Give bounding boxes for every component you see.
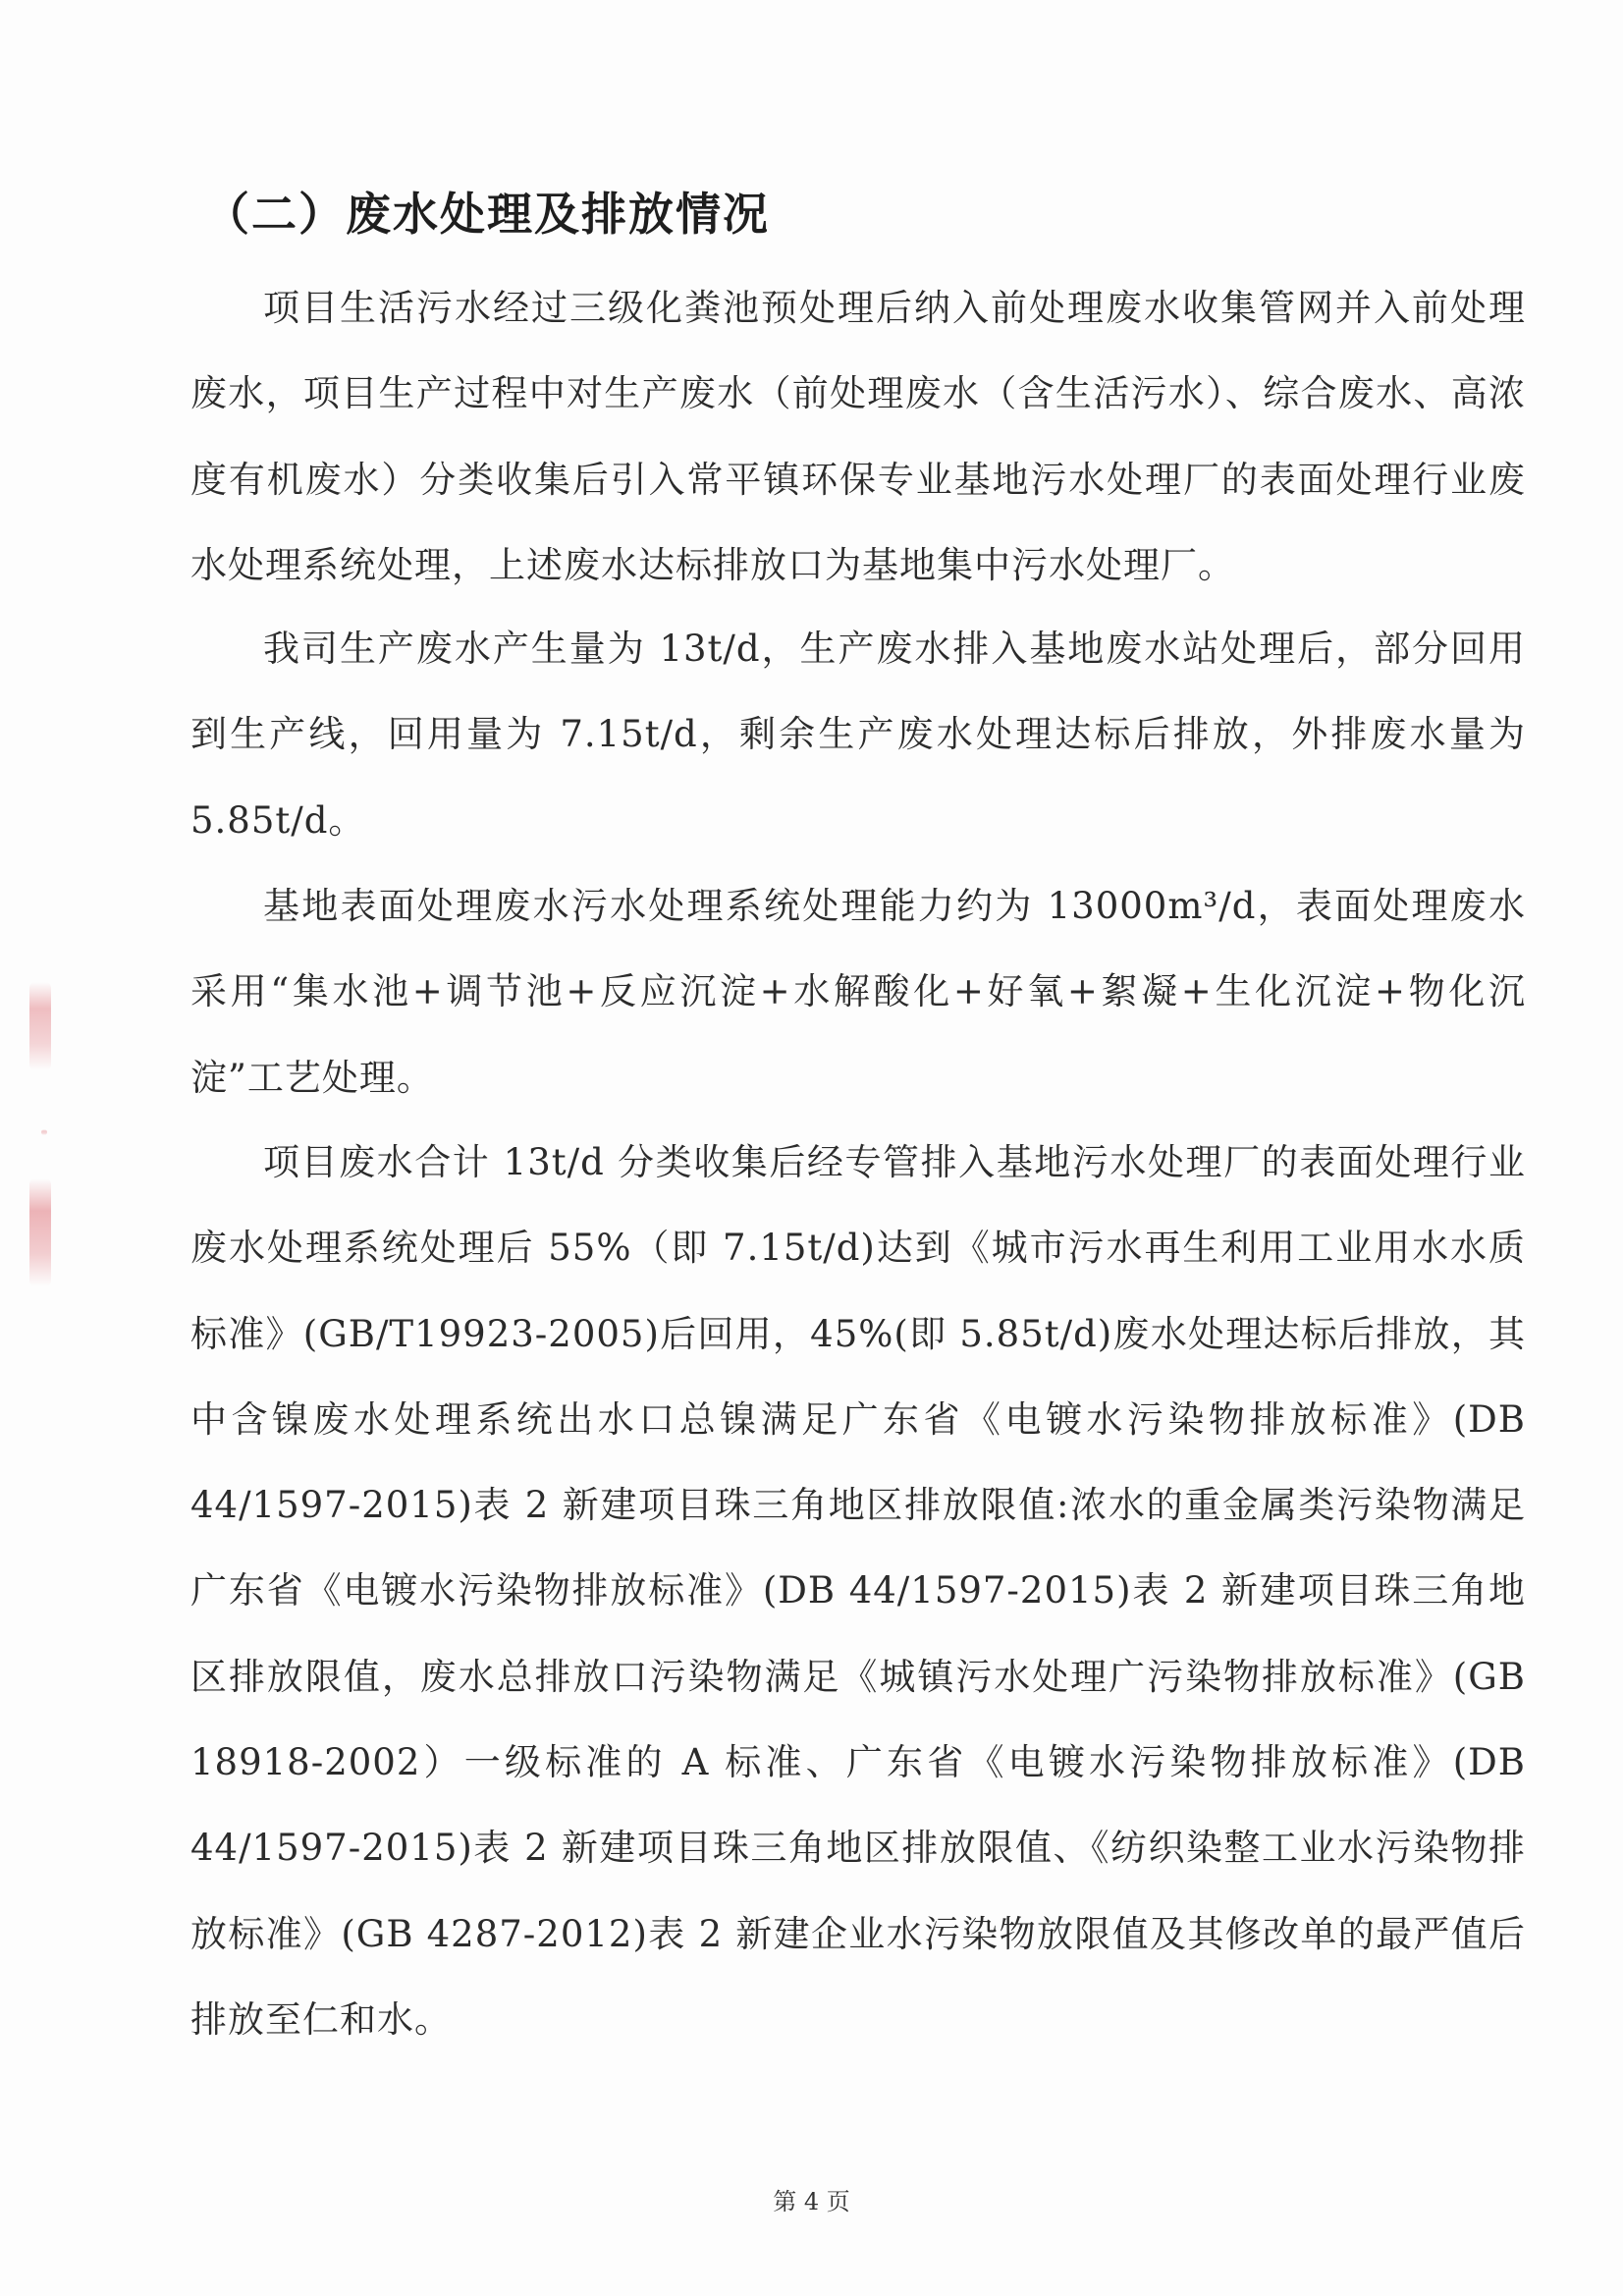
seal-stamp-fragment <box>29 1178 51 1286</box>
paragraph-wastewater-volume: 我司生产废水产生量为 13t/d，生产废水排入基地废水站处理后，部分回用到生产线，回用量为 7.15t/d，剩余生产废水处理达标后排放，外排废水量为 5.85t/d。 <box>190 628 1526 842</box>
seal-stamp-fragment <box>29 982 51 1070</box>
paragraph-treatment-process: 基地表面处理废水污水处理系统处理能力约为 13000m³/d，表面处理废水采用“集水池+调节池+反应沉淀+水解酸化+好氧+絮凝+生化沉淀+物化沉淀”工艺处理。 <box>190 885 1526 1099</box>
paragraph-discharge-standards: 项目废水合计 13t/d 分类收集后经专管排入基地污水处理厂的表面处理行业废水处理系统处理后 55%（即 7.15t/d)达到《城市污水再生利用工业用水水质标准》(GB/T19923-2005)后回用，45%(即 5.85t/d)废水处理达标后排放，其中含镍废水处理系统出水口总镍满足广东省《电镀水污染物排放标准》(DB 44/1597-2015)表 2 新建项目珠三角地区排放限值:浓水的重金属类污染物满足广东省《电镀水污染物排放标准》(DB 44/1597-2015)表 2 新建项目珠三角地区排放限值，废水总排放口污染物满足《城镇污水处理广污染物排放标准》(GB 18918-2002）一级标准的 A 标准、广东省《电镀水污染物排放标准》(DB 44/1597-2015)表 2 新建项目珠三角地区排放限值、《纺织染整工业水污染物排放标准》(GB 4287-2012)表 2 新建企业水污染物放限值及其修改单的最严值后排放至仁和水。 <box>190 1141 1526 2041</box>
paragraph-domestic-wastewater: 项目生活污水经过三级化粪池预处理后纳入前处理废水收集管网并入前处理废水，项目生产过程中对生产废水（前处理废水（含生活污水）、综合废水、高浓度有机废水）分类收集后引入常平镇环保专业基地污水处理厂的表面处理行业废水处理系统处理，上述废水达标排放口为基地集中污水处理厂。 <box>190 287 1526 586</box>
section-heading: （二）废水处理及排放情况 <box>204 188 770 241</box>
page-number: 第 4 页 <box>773 2188 850 2215</box>
seal-stamp-fragment <box>41 1129 47 1135</box>
